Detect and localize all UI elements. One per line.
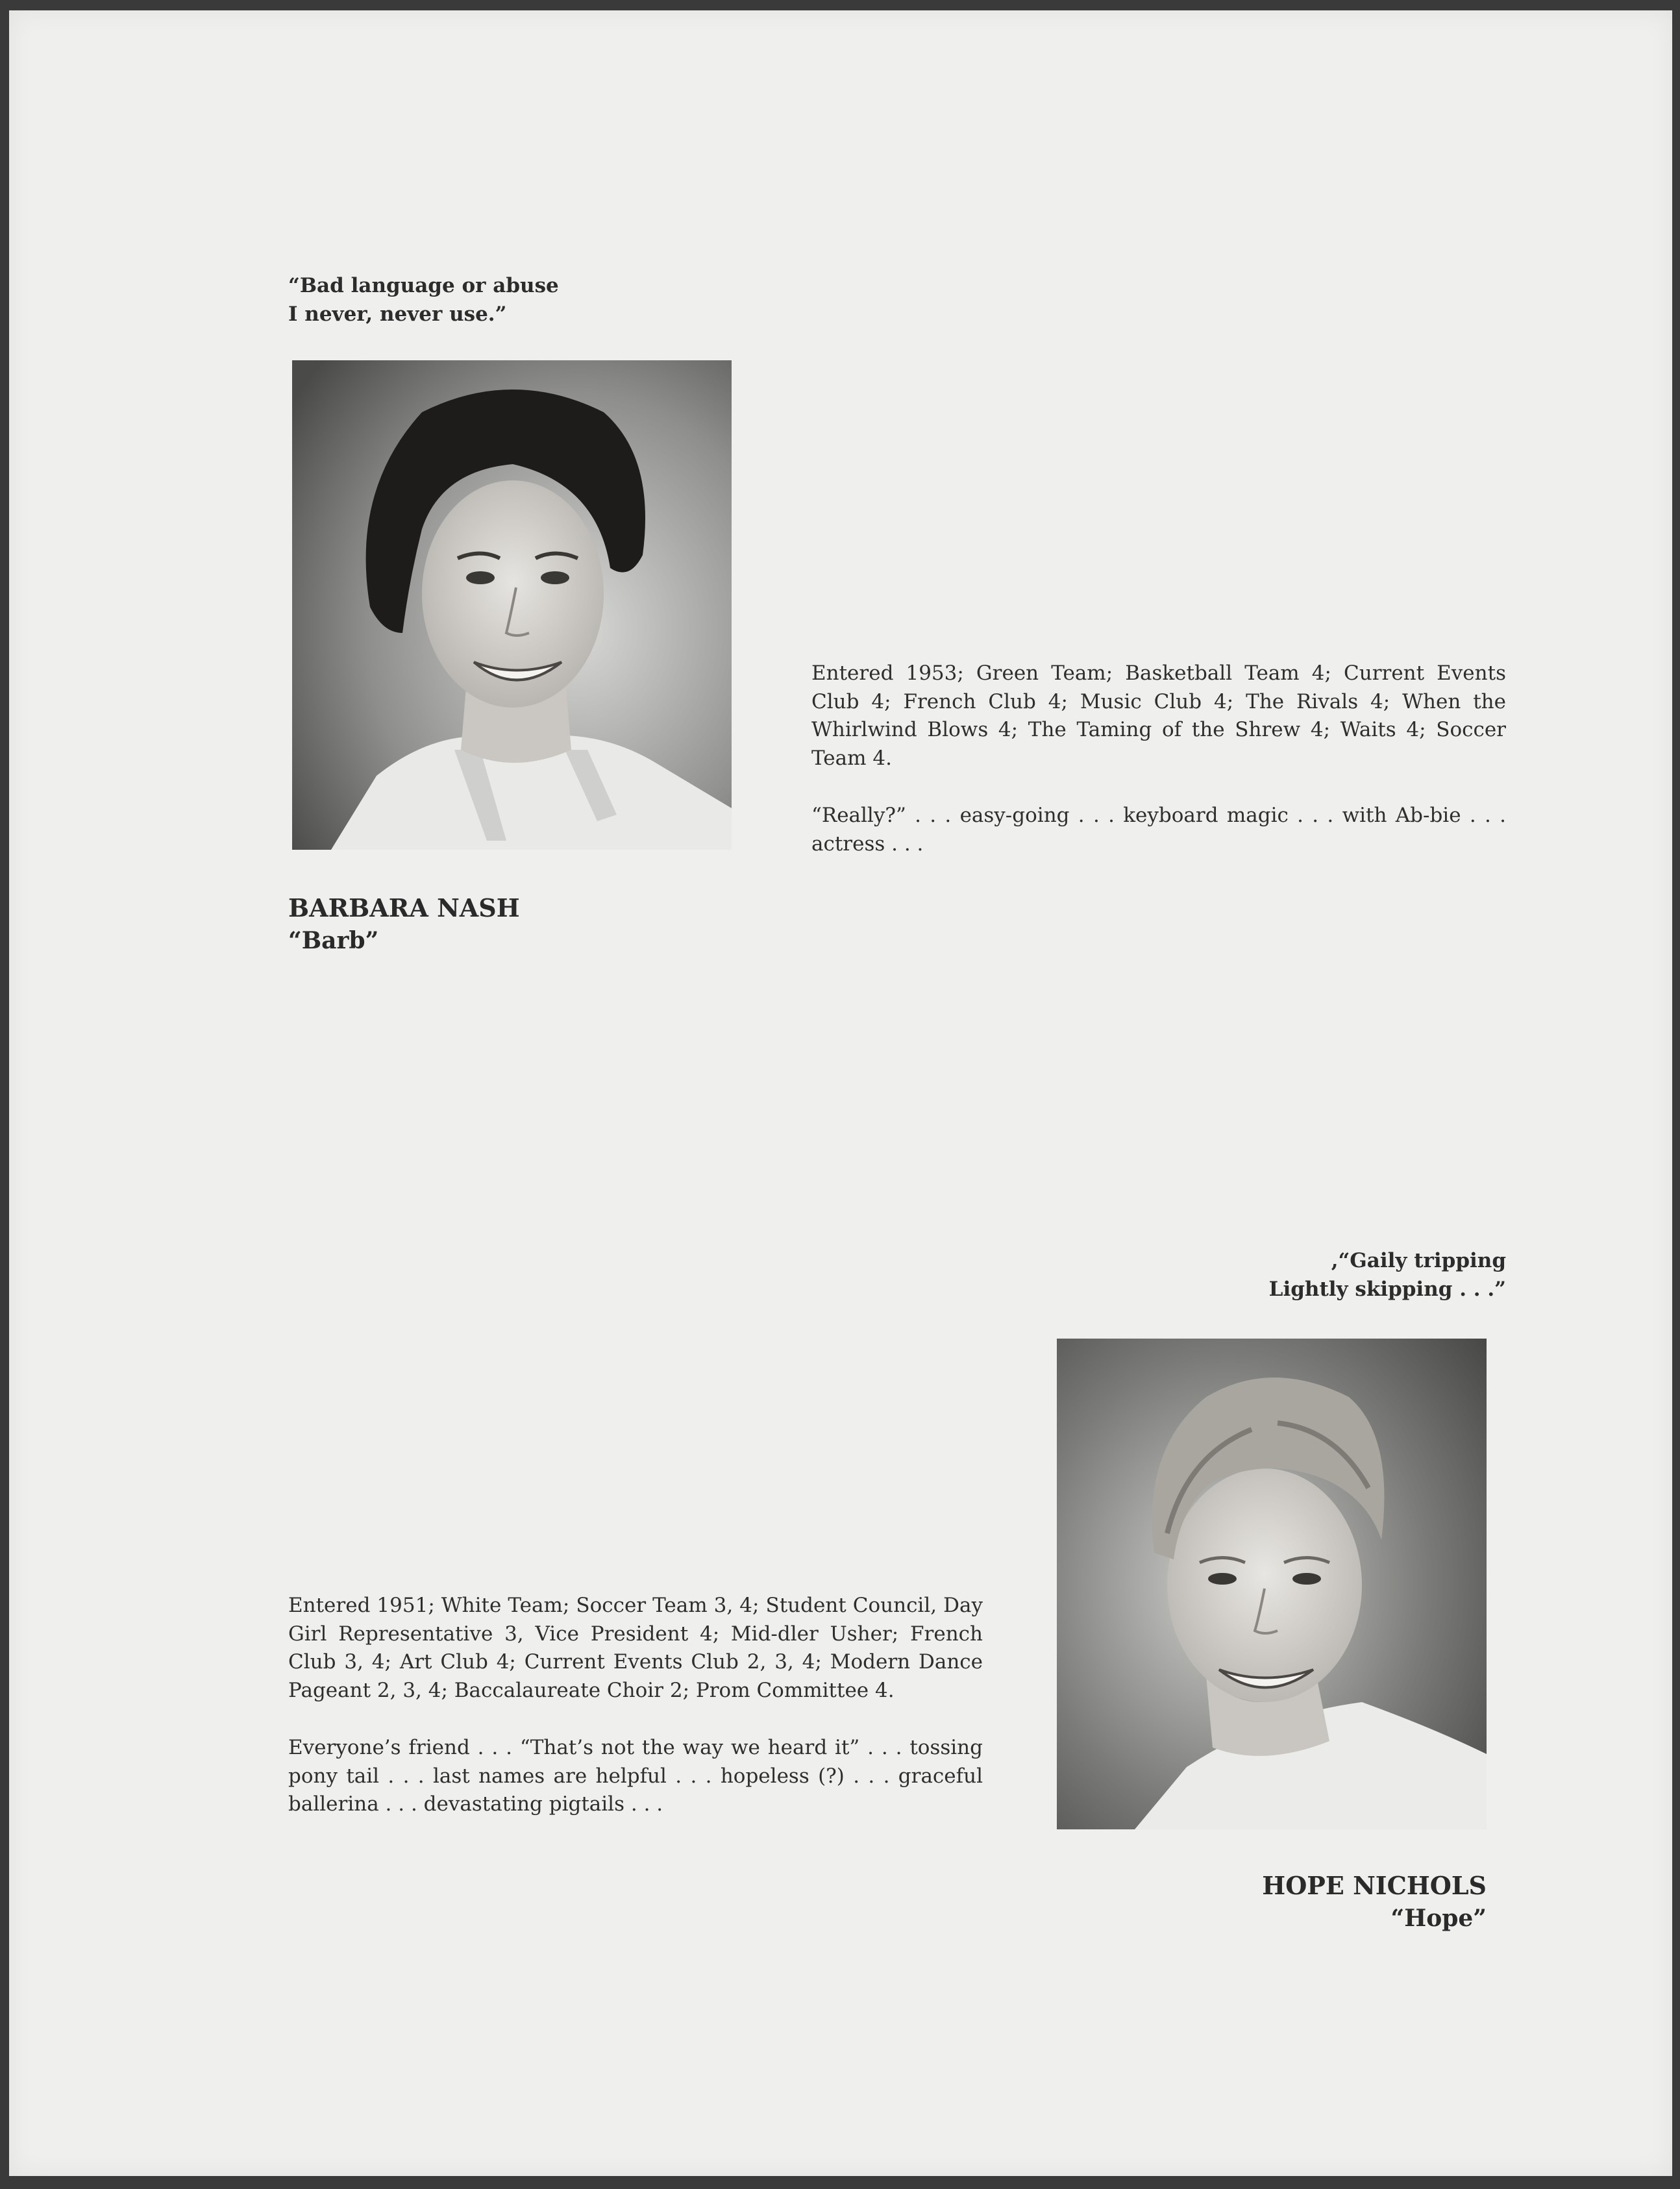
student-name: BARBARA NASH <box>288 893 520 922</box>
activities-text: Entered 1953; Green Team; Basketball Team 4; Current Events Club 4; French Club 4; Music Club 4; The Rivals 4; When the Whirlwind Blows 4; The Taming of the Shrew 4; Waits 4; Soccer Team 4. <box>811 662 1506 770</box>
student-name-block-barbara <box>288 892 678 957</box>
student-nickname: “Barb” <box>288 927 379 954</box>
yearbook-page <box>9 10 1672 2176</box>
activities-text: Entered 1951; White Team; Soccer Team 3, 4; Student Council, Day Girl Representative 3, Vice President 4; Mid-dler Usher; French Club 3, 4; Art Club 4; Current Events Club 2, 3, 4; Modern Dance Pageant 2, 3, 4; Baccalaureate Choir 2; Prom Committee 4. <box>288 1594 983 1702</box>
senior-quote-barbara: “Bad language or abuse I never, never use.” <box>288 274 559 326</box>
biography-barbara <box>811 660 1506 887</box>
senior-quote-hope: ,“Gaily tripping Lightly skipping . . .” <box>1268 1249 1506 1301</box>
biography-hope <box>288 1592 983 1848</box>
student-name: HOPE NICHOLS <box>1262 1871 1487 1900</box>
portrait-photo-hope-nichols <box>1057 1339 1487 1829</box>
student-nickname: “Hope” <box>1390 1905 1487 1932</box>
student-name-block-hope <box>1104 1870 1487 1935</box>
description-text: “Really?” . . . easy-going . . . keyboard magic . . . with Ab-bie . . . actress . . . <box>811 804 1506 856</box>
portrait-photo-barbara-nash <box>292 360 732 850</box>
description-text: Everyone’s friend . . . “That’s not the way we heard it” . . . tossing pony tail . . . last names are helpful . . . hopeless (?) . . . graceful ballerina . . . devastating pigtails . . . <box>288 1736 983 1816</box>
